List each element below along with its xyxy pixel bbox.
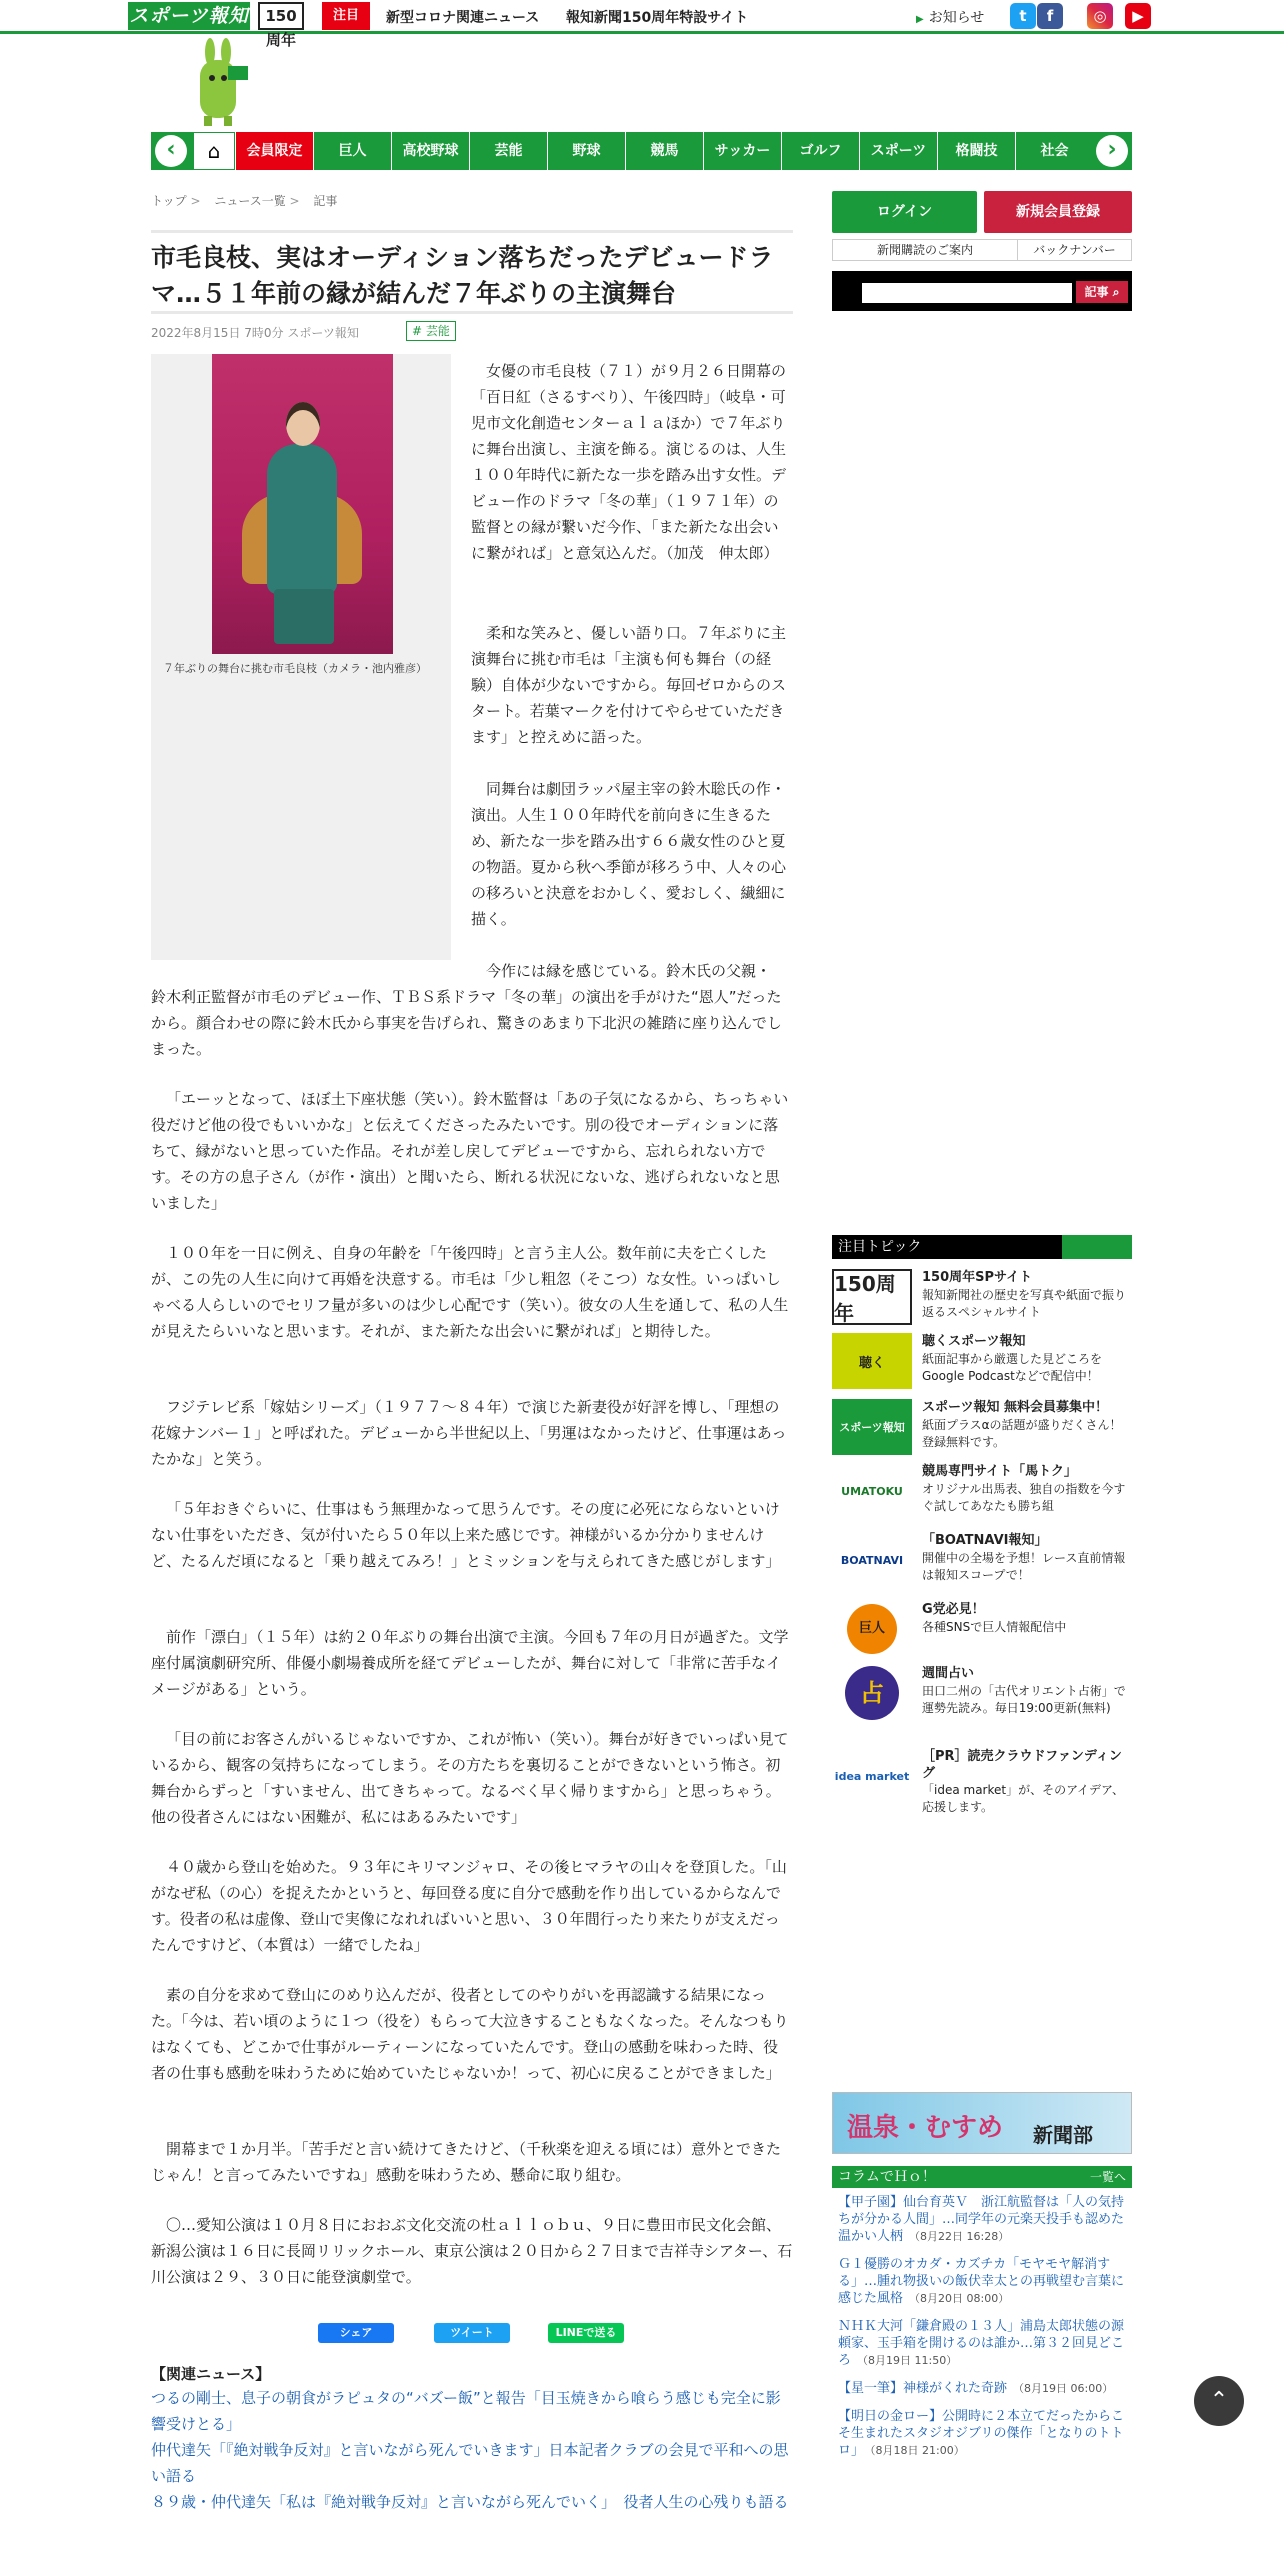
topic-item[interactable]: スポーツ報知 スポーツ報知 無料会員募集中！ 紙面プラスαの話題が盛りだくさん！登録無料です。 [832, 1399, 1132, 1463]
topic-item[interactable]: UMATOKU 競馬専門サイト「馬トク」 オリジナル出馬表、独自の指数を今すぐ試してあなたも勝ち組 [832, 1463, 1132, 1527]
facebook-icon[interactable]: f [1037, 3, 1063, 29]
article-date: 2022年8月15日 7時0分 [151, 326, 284, 340]
column-more-link[interactable]: 一覧へ [1089, 2170, 1126, 2184]
photo-box [151, 354, 451, 960]
title-divider-top [151, 230, 793, 233]
breadcrumb-top[interactable]: トップ [151, 194, 187, 208]
photo-caption: ７年ぶりの舞台に挑む市毛良枝（カメラ・池内雅彦） [163, 662, 427, 675]
article-meta [151, 324, 359, 341]
topic-item[interactable]: 占 週間占い 田口二州の「古代オリエント占術」で運勢先読み。毎日19:00更新(無料) [832, 1665, 1132, 1729]
onsen-banner[interactable]: 温泉・むすめ 新聞部 [832, 2092, 1132, 2154]
article-paragraph: 女優の市毛良枝（７１）が９月２６日開幕の「百日紅（さるすべり）、午後四時」（岐阜・可児市文化創造センターａｌａほか）で７年ぶりに舞台出演し、主演を飾る。演じるのは、人生１００年時代に新たな一歩を踏み出す女性。デビュー作のドラマ「冬の華」（１９７１年）の監督との縁が繋いだ今作、「また新たな出会いに繋がれば」と意気込んだ。（加茂 伸太郎） [471, 362, 787, 562]
search-box [832, 271, 1132, 311]
article-paragraph: １００年を一日に例え、自身の年齢を「午後四時」と言う主人公。数年前に夫を亡くしたが、この先の人生に向けて再婚を決意する。市毛は「少し粗忽（そこつ）な女性。いっぱいしゃべる人らしいのでセリフ量が多いのは少し心配です（笑い）。彼女の人生を通して、私の人生が見えたらいいなと思います。それが、また新たな出会いに繋がれば」と期待した。 [151, 1244, 789, 1340]
related-news-link[interactable]: つるの剛士、息子の朝食がラピュタの“バズー飯”と報告「目玉焼きから喰らう感じも完全に影響受けとる」 [151, 2389, 781, 2433]
topic-item[interactable]: idea market ［PR］読売クラウドファンディング 「idea market」が、そのアイデア、応援します。 [832, 1748, 1132, 1812]
topic-item[interactable]: 巨人 G党必見！ 各種SNSで巨人情報配信中 [832, 1601, 1132, 1665]
article-paragraph: 開幕まで１か月半。「苦手だと言い続けてきたけど、（千秋楽を迎える頃には）意外とできたじゃん！と言ってみたいですね」感動を味わうため、懸命に取り組む。 [151, 2140, 782, 2184]
article-paragraph: 「５年おきぐらいに、仕事はもう無理かなって思うんです。その度に必死にならないといけない仕事をいただき、気が付いたら５０年以上来た感じです。神様がいるか分かりませんけど、たるんだ頃になると「乗り越えてみろ！」とミッションを与えられてきた感じがします」 [151, 1500, 781, 1570]
search-input[interactable] [862, 283, 1072, 303]
instagram-icon[interactable]: ◎ [1087, 3, 1113, 29]
topics-heading: 注目トピック [832, 1235, 1132, 1259]
related-news-heading: 【関連ニュース】 [151, 2365, 271, 2383]
article-paragraph: 「目の前にお客さんがいるじゃないですか、これが怖い（笑い）。舞台が好きでいっぱい見ているから、観客の気持ちになってしまう。その方たちを裏切ることができないという怖さ。初舞台からずっと「すいません、出てきちゃって。なるべく早く帰りますから」と思っちゃう。他の役者さんにはない困難が、私にはあるみたいです」 [151, 1730, 789, 1826]
nav-item-baseball[interactable]: 野球 [547, 132, 625, 170]
article-paragraph: 前作「漂白」（１５年）は約２０年ぶりの舞台出演で主演。今回も７年の月日が過ぎた。文学座付属演劇研究所、俳優小劇場養成所を経てデビューしたが、舞台に対して「非常に苦手なイメージがある」という。 [151, 1628, 789, 1698]
article-paragraph: フジテレビ系「嫁姑シリーズ」（１９７７～８４年）で演じた新妻役が好評を博し、「理想の花嫁ナンバー１」と呼ばれた。デビューから半世紀以上、「男運はなかったけど、仕事運はあったかな」と笑う。 [151, 1398, 787, 1468]
column-item[interactable]: 【甲子園】仙台育英Ｖ 浙江航監督は「人の気持ちが分かる人間」…同学年の元楽天投手も認めた温かい人柄 （8月22日 16:28） [838, 2195, 1125, 2244]
sub-links [832, 239, 1132, 261]
umatoku-icon: UMATOKU [841, 1484, 903, 1498]
related-news-link[interactable]: 仲代達矢「『絶対戦争反対』と言いながら死んでいきます」日本記者クラブの会見で平和への思い語る [151, 2441, 789, 2485]
nav-item-members[interactable]: 会員限定 [235, 132, 313, 170]
giants-icon: 巨人 [832, 1601, 912, 1657]
column-item[interactable]: 【星一筆】神様がくれた奇跡 （8月19日 06:00） [838, 2381, 1114, 2396]
column-item[interactable]: ＮＨＫ大河「鎌倉殿の１３人」浦島太郎状態の源頼家、玉手箱を開けるのは誰か…第３２回見どころ （8月19日 11:50） [838, 2319, 1125, 2368]
anniversary-logo[interactable]: 150周年 [258, 2, 304, 30]
anniversary-site-link[interactable]: 報知新聞150周年特設サイト [566, 10, 749, 26]
search-button[interactable]: 記事 ⌕ [1076, 281, 1128, 303]
top-bar [0, 0, 1284, 49]
article-photo[interactable] [212, 354, 393, 654]
column-item[interactable]: Ｇ１優勝のオカダ・カズチカ「モヤモヤ解消する」…腫れ物扱いの飯伏幸太との再戦望む言葉に感じた風格 （8月20日 08:00） [838, 2257, 1125, 2306]
twitter-icon[interactable]: t [1010, 3, 1036, 29]
category-nav [151, 132, 1132, 170]
line-share-button[interactable]: LINEで送る [548, 2323, 624, 2343]
article-title: 市毛良枝、実はオーディション落ちだったデビュードラマ…５１年前の縁が結んだ７年ぶりの主演舞台 [151, 243, 774, 308]
search-icon: ⌕ [1112, 285, 1120, 299]
article-paragraph: 柔和な笑みと、優しい語り口。７年ぶりに主演舞台に挑む市毛は「主演も何も舞台（の経験）自体が少ないですから。毎回ゼロからのスタート。若葉マークを付けてやらせていただきます」と控えめに語った。 [471, 624, 787, 746]
article-paragraph: 鈴木利正監督が市毛のデビュー作、ＴＢＳ系ドラマ「冬の華」の演出を手がけた“恩人”だったから。顔合わせの際に鈴木氏から事実を告げられ、驚きのあまり下北沢の雑踏に座り込んでしまった。 [151, 988, 782, 1058]
register-button[interactable]: 新規会員登録 [984, 191, 1132, 233]
site-logo[interactable]: スポーツ報知 [128, 2, 250, 30]
covid-news-link[interactable]: 新型コロナ関連ニュース [386, 10, 540, 26]
breadcrumb-news-list[interactable]: ニュース一覧 [214, 194, 286, 208]
article-paragraph: 今作には縁を感じている。鈴木氏の父親・ [486, 962, 772, 980]
breadcrumb: トップ > ニュース一覧 > 記事 [151, 194, 338, 208]
column-heading: コラムでＨｏ！ 一覧へ [832, 2166, 1132, 2188]
nav-next-icon[interactable]: › [1096, 135, 1128, 167]
login-button[interactable]: ログイン [832, 191, 977, 233]
article-paragraph: ４０歳から登山を始めた。９３年にキリマンジャロ、その後ヒマラヤの山々を登頂した。「山がなぜ私（の心）を捉えたかというと、毎回登る度に自分で感動を作り出しているからなんです。役者の私は虚像、登山で実像になれればいいと思い、３０年間行ったり来たりが支えだったんですけど、（本質は）一緒でしたね」 [151, 1858, 787, 1954]
breadcrumb-article: 記事 [313, 194, 338, 208]
nav-item-society[interactable]: 社会 [1015, 132, 1093, 170]
column-item[interactable]: 【明日の金ロー】公開時に２本立てだったからこそ生まれたスタジオジブリの傑作「となりのトトロ」 （8月18日 21:00） [838, 2409, 1125, 2458]
nav-item-koshien[interactable]: 高校野球 [391, 132, 469, 170]
mascot-icon [188, 38, 254, 128]
topic-item[interactable]: 150周年 150周年SPサイト 報知新聞社の歴史を写真や紙面で振り返るスペシャルサイト [834, 1270, 1127, 1325]
topic-item[interactable]: 聴く 聴くスポーツ報知 紙面記事から厳選した見どころをGoogle Podcastなどで配信中！ [832, 1333, 1132, 1397]
scroll-top-button[interactable]: ⌃ [1194, 2376, 1244, 2426]
nav-item-soccer[interactable]: サッカー [703, 132, 781, 170]
topic-item[interactable]: BOATNAVI 「BOATNAVI報知」 開催中の全場を予想！レース直前情報は報知スコープで！ [832, 1532, 1132, 1596]
related-news-link[interactable]: ８９歳・仲代達矢「私は『絶対戦争反対』と言いながら死んでいく」 役者人生の心残りも語る [151, 2493, 789, 2511]
article-source: スポーツ報知 [287, 326, 359, 340]
title-divider-bottom [151, 311, 793, 314]
article-paragraph: 素の自分を求めて登山にのめり込んだが、役者としてのやりがいを再認識する結果になった。「今は、若い頃のように１つ（役を）もらって大泣きすることもなくなった。そんなつもりはなくても、どこかで仕事がルーティーンになっていたんです。登山の感動を味わった時、役者の仕事も感動を味わうために始めていたじゃないか！って、初心に戻ることができました」 [151, 1986, 789, 2082]
article-paragraph: 「エーッとなって、ほぼ土下座状態（笑い）。鈴木監督は「あの子気になるから、ちっちゃい役だけど他の役でもいいかな」と伝えてくださったみたいです。別の役でオーディションに落ちて、縁がないと思っていた作品。それが差し戻してデビューですから、忘れられない方です。その方の息子さん（が作・演出）と聞いたら、断れる状況にないな、逃げられないなと思いました」 [151, 1090, 789, 1212]
nav-item-sports[interactable]: スポーツ [859, 132, 937, 170]
boatnavi-icon: BOATNAVI [840, 1553, 904, 1567]
nav-item-geinou[interactable]: 芸能 [469, 132, 547, 170]
oshirase-link[interactable]: ▶ お知らせ [916, 7, 984, 27]
backnumber-link[interactable]: バックナンバー [1033, 243, 1116, 257]
subscription-link[interactable]: 新聞購読のご案内 [833, 240, 1018, 260]
nav-item-giants[interactable]: 巨人 [313, 132, 391, 170]
fortune-icon: 占 [832, 1665, 912, 1721]
home-icon[interactable]: ⌂ [193, 132, 235, 170]
article-paragraph: 〇…愛知公演は１０月８日におおぶ文化交流の杜ａｌｌｏｂｕ、９日に豊田市民文化会館、新潟公演は１６日に長岡リリックホール、東京公演は２０日から２７日まで吉祥寺シアター、石川公演は２９、３０日に能登演劇堂で。 [151, 2216, 793, 2286]
nav-item-keiba[interactable]: 競馬 [625, 132, 703, 170]
tweet-button[interactable]: ツイート [434, 2323, 510, 2343]
podcast-icon: 聴く [832, 1333, 912, 1389]
membership-icon: スポーツ報知 [832, 1399, 912, 1455]
idea-market-icon: idea market [834, 1769, 910, 1783]
article-paragraph: 同舞台は劇団ラッパ屋主宰の鈴木聡氏の作・演出。人生１００年時代を前向きに生きるため、新たな一歩を踏み出す６６歳女性のひと夏の物語。夏から秋へ季節が移ろう中、人々の心の移ろいと決意をおかしく、愛おしく、繊細に描く。 [471, 780, 787, 928]
anniversary-150-icon: 150周年 [832, 1269, 912, 1325]
youtube-icon[interactable]: ▶ [1125, 3, 1151, 29]
nav-prev-icon[interactable]: ‹ [155, 135, 187, 167]
facebook-share-button[interactable]: シェア [318, 2323, 394, 2343]
nav-item-fight[interactable]: 格闘技 [937, 132, 1015, 170]
nav-item-golf[interactable]: ゴルフ [781, 132, 859, 170]
chuumoku-badge: 注目 [322, 2, 370, 30]
category-tag[interactable]: # 芸能 [406, 321, 456, 341]
